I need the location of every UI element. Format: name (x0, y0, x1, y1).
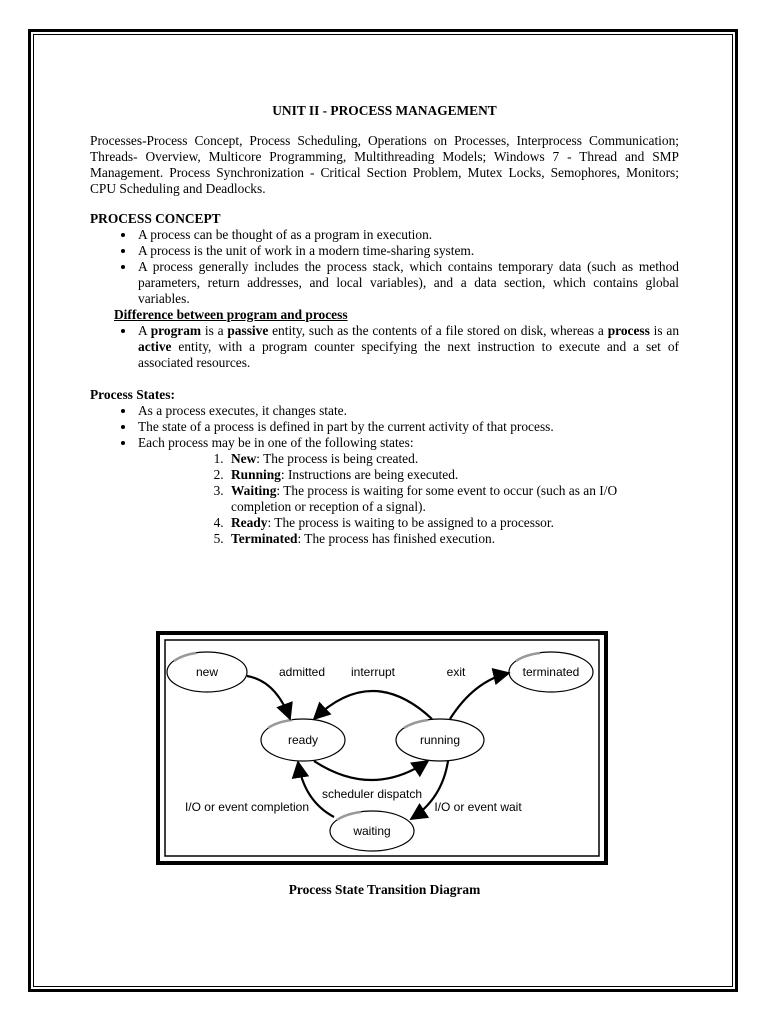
list-item: • A process generally includes the process stack, which contains temporary data (such as method parameters, return addresses, and local variables), and a data section, which contains global variables. (136, 259, 679, 307)
text-run: is an (649, 323, 680, 338)
state-desc: : Instructions are being executed. (280, 467, 459, 482)
process-states-heading: Process States: (90, 387, 175, 402)
state-transition-diagram (156, 631, 608, 865)
state-desc: : The process has finished execution. (297, 531, 496, 546)
state-name: Terminated (231, 531, 298, 546)
list-item: • The state of a process is defined in part by the current activity of that process. (136, 419, 679, 435)
state-name: Running (231, 467, 281, 482)
difference-list (90, 323, 679, 371)
edge-label-interrupt: interrupt (350, 665, 396, 679)
state-item (227, 531, 679, 547)
state-desc: : The process is being created. (256, 451, 419, 466)
edge-label-io-completion: I/O or event completion (184, 800, 310, 814)
state-item (227, 515, 679, 531)
node-running (396, 719, 484, 761)
intro-paragraph: Processes-Process Concept, Process Scheduling, Operations on Processes, Interprocess Communication; Threads- Overview, Multicore Programming, Multithreading Models; Windows 7 - Thread and SMP Management. Process Synchronization - Critical Section Problem, Mutex Locks, Semophores, Monitors; CPU Scheduling and Deadlocks. (90, 133, 679, 196)
state-item (227, 483, 679, 515)
process-states-list (90, 403, 679, 451)
page-content (90, 103, 679, 547)
node-terminated-label: terminated (522, 665, 580, 679)
list-item (136, 323, 679, 371)
node-ready-label: ready (287, 733, 319, 747)
edge-scheduler-dispatch (314, 761, 428, 780)
term-active: active (138, 339, 172, 354)
process-concept-list (90, 227, 679, 307)
edge-label-exit: exit (446, 665, 466, 679)
node-waiting (330, 811, 414, 851)
list-item: • Each process may be in one of the following states: (136, 435, 679, 451)
text-run: A (138, 323, 151, 338)
edge-label-scheduler-dispatch: scheduler dispatch (321, 787, 423, 801)
state-desc: : The process is waiting for some event to occur (such as an I/O completion or reception of a signal). (231, 483, 618, 514)
edge-exit (450, 673, 509, 719)
term-process: process (607, 323, 650, 338)
edge-admitted (247, 676, 290, 719)
state-name: Waiting (231, 483, 277, 498)
term-program: program (150, 323, 202, 338)
state-name: Ready (231, 515, 268, 530)
list-item: • A process is the unit of work in a modern time-sharing system. (136, 243, 679, 259)
node-running-label: running (419, 733, 461, 747)
node-waiting-label: waiting (353, 824, 391, 838)
node-new (167, 652, 247, 692)
state-desc: : The process is waiting to be assigned to a processor. (267, 515, 554, 530)
process-concept-heading: PROCESS CONCEPT (90, 211, 221, 226)
state-item (227, 451, 679, 467)
diagram-caption: Process State Transition Diagram (288, 882, 481, 897)
states-numbered-list (90, 451, 679, 547)
state-name: New (231, 451, 257, 466)
text-run: is a (201, 323, 228, 338)
edge-interrupt (314, 691, 432, 719)
term-passive: passive (227, 323, 269, 338)
edge-label-io-wait: I/O or event wait (434, 800, 522, 814)
page-title: UNIT II - PROCESS MANAGEMENT (272, 103, 497, 118)
node-new-label: new (195, 665, 219, 679)
node-ready (261, 719, 345, 761)
node-terminated (509, 652, 593, 692)
text-run: entity, such as the contents of a file stored on disk, whereas a (268, 323, 608, 338)
list-item: • As a process executes, it changes state. (136, 403, 679, 419)
text-run: entity, with a program counter specifying the next instruction to execute and a set of associated resources. (138, 339, 679, 370)
difference-heading: Difference between program and process (114, 307, 348, 322)
edge-label-admitted: admitted (278, 665, 326, 679)
state-item (227, 467, 679, 483)
list-item: • A process can be thought of as a program in execution. (136, 227, 679, 243)
